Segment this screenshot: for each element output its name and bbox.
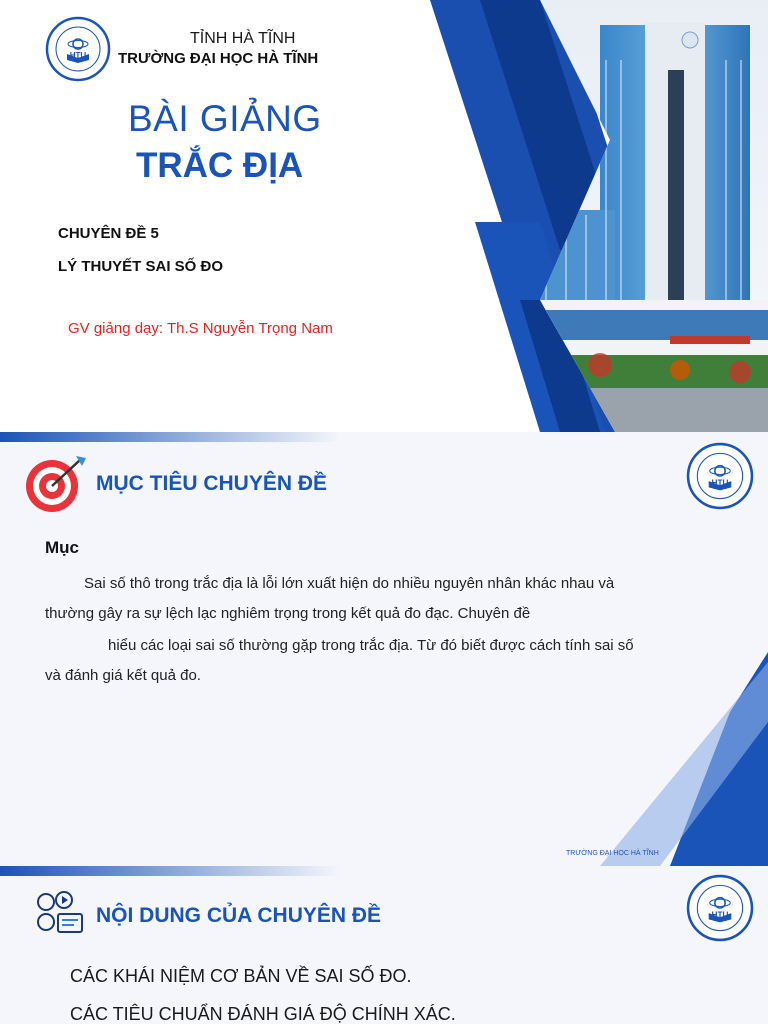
university-name: TRƯỜNG ĐẠI HỌC HÀ TĨNH [118,50,319,67]
objectives-heading: Mục [45,538,79,557]
topic-title: LÝ THUYẾT SAI SỐ ĐO [58,258,224,275]
province-label: TỈNH HÀ TĨNH [190,30,296,47]
lecture-label: BÀI GIẢNG [128,98,322,139]
slide-footer: TRƯỜNG ĐẠI HỌC HÀ TĨNH [566,850,659,857]
university-logo [686,442,754,510]
lecturer-name: GV giảng dạy: Th.S Nguyễn Trọng Nam [68,320,333,337]
topic-number: CHUYÊN ĐỀ 5 [58,225,159,242]
paragraph-line: Sai số thô trong trắc địa là lỗi lớn xuất hiện do nhiều nguyên nhân khác nhau và [84,575,615,592]
section-title: NỘI DUNG CỦA CHUYÊN ĐỀ [96,904,382,927]
content-icon [34,890,86,940]
paragraph-line: thường gây ra sự lệch lạc nghiêm trọng trong kết quả đo đạc. Chuyên đề [45,605,531,622]
content-decoration [0,866,768,886]
content-item: CÁC KHÁI NIỆM CƠ BẢN VỀ SAI SỐ ĐO. [70,966,412,986]
section-title: MỤC TIÊU CHUYÊN ĐỀ [96,472,328,495]
paragraph-line: và đánh giá kết quả đo. [45,667,201,684]
content-slide [0,866,768,1024]
target-icon [24,454,88,514]
paragraph-line: hiểu các loại sai số thường gặp trong trắc địa. Từ đó biết được cách tính sai số [108,637,634,654]
university-logo [45,16,111,82]
objectives-slide [0,432,768,866]
logo-text: HTU [711,478,729,488]
logo-text: HTU [69,51,87,60]
content-item: CÁC TIÊU CHUẨN ĐÁNH GIÁ ĐỘ CHÍNH XÁC. [70,1004,456,1024]
title-slide [0,0,768,432]
title-decoration [0,0,768,432]
logo-text: HTU [711,910,729,920]
university-logo [686,874,754,942]
subject-title: TRẮC ĐỊA [136,146,304,185]
